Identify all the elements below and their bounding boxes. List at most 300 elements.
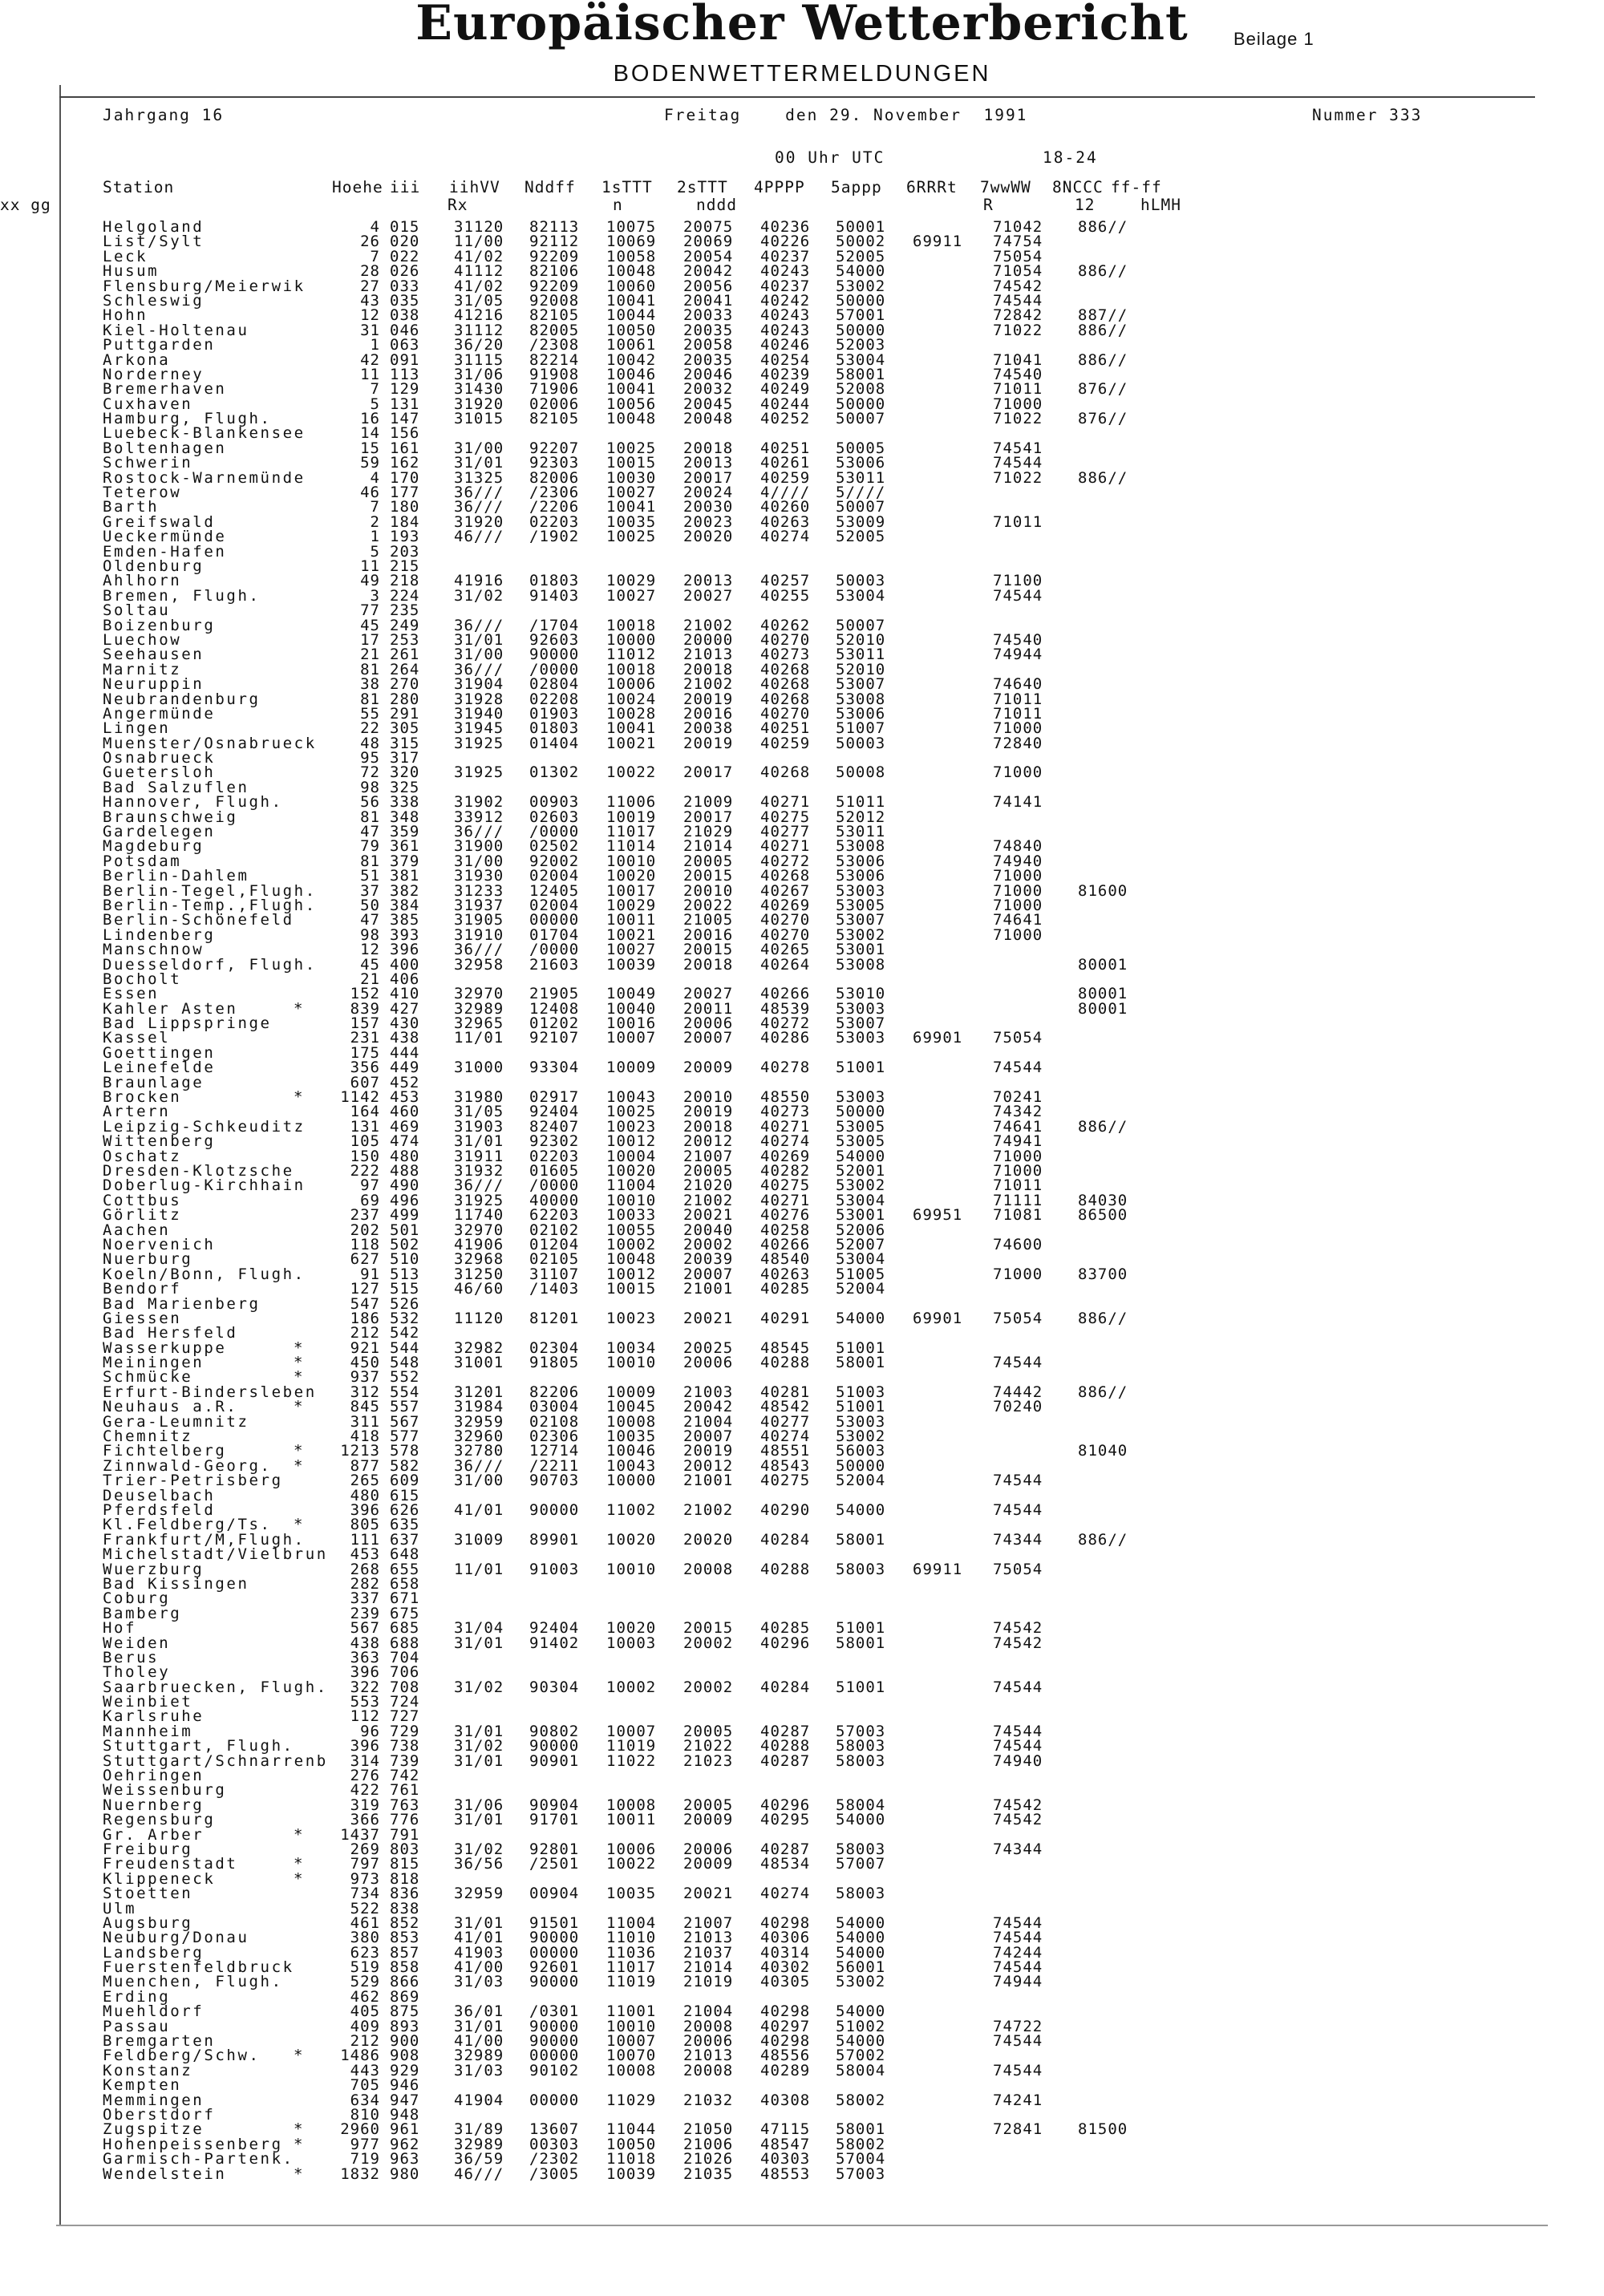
station-height: 56 [360,793,380,812]
synop-group-3: 10035 [606,1885,657,1903]
synop-group-7: 69951 [913,1206,963,1225]
synop-group-4: 21013 [683,1929,734,1947]
station-name: Muenster/Osnabrueck [103,734,317,752]
station-index: 488 [390,1162,420,1180]
station-name: Cottbus [103,1191,182,1209]
synop-group-9: 886// [1078,1383,1128,1401]
synop-group-5: 40305 [760,1973,811,1991]
synop-group-4: 21007 [683,1913,734,1932]
synop-group-4: 20030 [683,498,734,516]
synop-group-5: 40287 [760,1840,811,1858]
mountain-station-marker: * [294,1855,303,1873]
station-name: Wendelstein [103,2164,227,2183]
station-height: 17 [360,630,380,649]
column-header-5: Nddff [525,178,576,196]
table-row [0,1886,1604,1901]
table-row [0,586,1604,605]
station-index: 430 [390,1014,420,1033]
synop-group-4: 21022 [683,1737,734,1755]
synop-group-5: 40255 [760,586,811,605]
synop-group-8: 74544 [993,1059,1043,1077]
synop-group-2: 12408 [529,999,580,1018]
synop-group-3: 10022 [606,1855,657,1873]
station-index: 020 [390,233,420,251]
synop-group-8: 74944 [993,1973,1043,1991]
synop-group-9: 886// [1078,321,1128,339]
station-name: Klippeneck [103,1869,216,1888]
station-name: Artern [103,1103,171,1121]
synop-group-1: 31/00 [454,852,504,870]
synop-group-6: 54000 [836,1913,886,1932]
synop-group-5: 48551 [760,1442,811,1460]
synop-group-4: 20046 [683,365,734,383]
station-height: 522 [350,1899,380,1917]
synop-group-6: 54000 [836,2002,886,2021]
synop-group-4: 20006 [683,1840,734,1858]
synop-group-9: 81040 [1078,1442,1128,1460]
synop-group-2: 82106 [529,262,580,281]
synop-group-8: 71000 [993,896,1043,914]
synop-group-4: 21050 [683,2120,734,2139]
station-index: 379 [390,852,420,870]
station-name: Berlin-Temp.,Flugh. [103,896,317,914]
station-index: 235 [390,601,420,620]
station-index: 626 [390,1500,420,1519]
synop-group-6: 57002 [836,2047,886,2065]
synop-group-2: 90000 [529,1929,580,1947]
synop-group-1: 31120 [454,218,504,236]
synop-group-8: 71111 [993,1191,1043,1209]
station-height: 1437 [340,1825,380,1844]
column-header-6: 1sTTT [602,178,653,196]
synop-group-8: 74542 [993,1796,1043,1814]
synop-group-8: 71000 [993,867,1043,885]
synop-group-6: 58001 [836,1530,886,1549]
synop-group-2: /0000 [529,941,580,959]
station-name: Bamberg [103,1604,182,1622]
synop-group-2: 00303 [529,2135,580,2153]
synop-group-5: 40275 [760,1472,811,1490]
station-height: 5 [370,542,380,561]
synop-group-8: 74241 [993,2091,1043,2109]
synop-group-6: 53003 [836,1029,886,1047]
synop-group-2: 92303 [529,454,580,472]
table-row [0,1132,1604,1151]
station-height: 937 [350,1368,380,1387]
table-row [0,456,1604,470]
station-index: 742 [390,1767,420,1785]
synop-group-4: 20005 [683,1796,734,1814]
synop-group-1: 32959 [454,1412,504,1431]
station-index: 852 [390,1913,420,1932]
synop-group-4: 20045 [683,395,734,413]
synop-group-1: 11/00 [454,233,504,251]
synop-group-2: 00000 [529,2091,580,2109]
station-index: 542 [390,1324,420,1342]
synop-group-6: 58004 [836,2061,886,2079]
synop-group-7: 69901 [913,1029,963,1047]
synop-group-3: 10025 [606,1103,657,1121]
station-height: 1486 [340,2047,380,2065]
station-height: 21 [360,970,380,988]
synop-group-5: 40274 [760,1132,811,1151]
station-height: 734 [350,1885,380,1903]
station-name: Chemnitz [103,1427,193,1446]
synop-group-5: 40268 [760,867,811,885]
station-name: Trier-Petrisberg [103,1472,283,1490]
station-index: 406 [390,970,420,988]
synop-group-4: 21019 [683,1973,734,1991]
synop-group-6: 58003 [836,1737,886,1755]
synop-group-2: 02102 [529,1221,580,1239]
station-name: Landsberg [103,1943,205,1962]
table-row [0,1355,1604,1370]
synop-group-2: 91003 [529,1560,580,1578]
synop-group-6: 53006 [836,867,886,885]
station-name: Passau [103,2017,171,2035]
synop-group-1: 31911 [454,1147,504,1165]
synop-group-6: 53001 [836,941,886,959]
station-height: 810 [350,2106,380,2124]
synop-group-2: 89901 [529,1530,580,1549]
station-height: 805 [350,1516,380,1534]
synop-group-5: 40286 [760,1029,811,1047]
station-height: 269 [350,1840,380,1858]
synop-group-2: 92801 [529,1840,580,1858]
synop-group-1: 31001 [454,1354,504,1372]
synop-group-7: 69911 [913,1560,963,1578]
column-subheader-6: hLMH [1140,196,1181,214]
station-index: 449 [390,1059,420,1077]
synop-group-2: 12714 [529,1442,580,1460]
synop-group-9: 81500 [1078,2120,1128,2139]
synop-group-5: 40298 [760,2002,811,2021]
station-index: 063 [390,336,420,354]
synop-group-1: 41/01 [454,1929,504,1947]
station-name: Luechow [103,630,182,649]
synop-group-5: 40237 [760,277,811,295]
station-index: 410 [390,985,420,1003]
table-row [0,1636,1604,1650]
synop-group-6: 57001 [836,306,886,325]
synop-group-8: 71011 [993,1176,1043,1195]
synop-group-2: 02004 [529,896,580,914]
table-row [0,542,1604,561]
station-index: 708 [390,1678,420,1696]
synop-group-2: 01803 [529,572,580,590]
station-height: 356 [350,1059,380,1077]
synop-group-8: 74540 [993,630,1043,649]
synop-group-2: 92207 [529,439,580,457]
synop-group-6: 58003 [836,1840,886,1858]
synop-group-6: 50001 [836,218,886,236]
table-row [0,529,1604,544]
station-index: 776 [390,1811,420,1829]
station-index: 215 [390,557,420,575]
station-height: 396 [350,1663,380,1682]
synop-group-5: 40287 [760,1722,811,1740]
synop-group-2: 01803 [529,719,580,738]
synop-group-8: 74344 [993,1530,1043,1549]
station-name: Schleswig [103,291,205,310]
station-height: 164 [350,1103,380,1121]
station-height: 623 [350,1943,380,1962]
synop-group-9: 886// [1078,262,1128,281]
synop-group-1: 36/// [454,660,504,678]
station-name: Mannheim [103,1722,193,1740]
synop-group-5: 40271 [760,1191,811,1209]
synop-group-2: /0000 [529,660,580,678]
synop-group-1: 31250 [454,1265,504,1283]
station-name: Seehausen [103,646,205,664]
station-height: 319 [350,1796,380,1814]
synop-group-6: 53011 [836,823,886,841]
synop-group-1: 31000 [454,1059,504,1077]
synop-group-9: 886// [1078,1309,1128,1327]
mountain-station-marker: * [294,1354,303,1372]
station-name: Görlitz [103,1206,182,1225]
synop-group-3: 10006 [606,675,657,694]
station-name: Stuttgart/Schnarrenb [103,1751,328,1770]
synop-group-5: 4//// [760,484,811,502]
synop-group-6: 52003 [836,336,886,354]
synop-group-5: 40276 [760,1206,811,1225]
synop-group-1: 36/// [454,616,504,634]
synop-group-2: 21603 [529,955,580,974]
synop-group-5: 40243 [760,306,811,325]
synop-group-5: 40264 [760,955,811,974]
synop-group-5: 40244 [760,395,811,413]
synop-group-4: 20017 [683,763,734,782]
synop-group-8: 74754 [993,233,1043,251]
synop-group-9: 876// [1078,410,1128,428]
column-subheader-1: Rx [448,196,468,214]
synop-group-5: 40257 [760,572,811,590]
synop-group-4: 21003 [683,1383,734,1401]
synop-group-3: 10007 [606,1722,657,1740]
synop-group-2: 62203 [529,1206,580,1225]
synop-group-6: 51001 [836,1619,886,1638]
synop-group-3: 10043 [606,1456,657,1475]
station-index: 147 [390,410,420,428]
synop-group-4: 20016 [683,704,734,723]
station-name: Kiel-Holtenau [103,321,249,339]
station-height: 1 [370,336,380,354]
synop-group-3: 10041 [606,291,657,310]
synop-group-8: 74544 [993,1354,1043,1372]
station-height: 51 [360,867,380,885]
table-row [0,1857,1604,1871]
synop-group-2: 92302 [529,1132,580,1151]
column-subheader-2: n [613,196,623,214]
synop-group-8: 74542 [993,1619,1043,1638]
synop-group-6: 56001 [836,1958,886,1977]
synop-group-4: 21013 [683,646,734,664]
synop-group-6: 54000 [836,2032,886,2051]
synop-group-3: 10015 [606,1280,657,1298]
synop-group-8: 71100 [993,572,1043,590]
station-index: 818 [390,1869,420,1888]
synop-group-4: 20017 [683,808,734,826]
synop-group-1: 41/00 [454,1958,504,1977]
synop-group-1: 31900 [454,837,504,856]
synop-group-6: 58001 [836,1634,886,1652]
station-index: 724 [390,1693,420,1711]
synop-group-1: 31925 [454,763,504,782]
synop-group-3: 11029 [606,2091,657,2109]
synop-group-6: 50003 [836,734,886,752]
synop-group-3: 10025 [606,528,657,546]
station-index: 270 [390,675,420,694]
station-index: 791 [390,1825,420,1844]
station-height: 42 [360,350,380,369]
synop-group-3: 10007 [606,2032,657,2051]
synop-group-8: 74544 [993,1472,1043,1490]
station-height: 5 [370,395,380,413]
station-index: 609 [390,1472,420,1490]
synop-group-6: 53005 [836,896,886,914]
table-row [0,1591,1604,1606]
synop-group-2: 92107 [529,1029,580,1047]
synop-group-4: 20017 [683,468,734,487]
table-row [0,736,1604,751]
station-name: Stuttgart, Flugh. [103,1737,294,1755]
synop-group-1: 31905 [454,911,504,929]
station-name: Fuerstenfeldbruck [103,1958,294,1977]
synop-group-4: 20005 [683,1162,734,1180]
station-name: Giessen [103,1309,182,1327]
synop-group-6: 51001 [836,1398,886,1416]
synop-group-6: 50007 [836,498,886,516]
synop-group-8: 74641 [993,911,1043,929]
station-height: 396 [350,1737,380,1755]
synop-group-3: 10039 [606,2164,657,2183]
column-subheader-3: nddd [696,196,737,214]
synop-group-5: 40239 [760,365,811,383]
station-height: 719 [350,2150,380,2168]
station-height: 26 [360,233,380,251]
synop-group-2: 02203 [529,1147,580,1165]
synop-group-3: 10044 [606,306,657,325]
station-height: 21 [360,646,380,664]
synop-group-4: 20018 [683,1117,734,1136]
station-name: Leipzig-Schkeuditz [103,1117,306,1136]
synop-group-2: 92601 [529,1958,580,1977]
synop-group-4: 20042 [683,1398,734,1416]
station-index: 866 [390,1973,420,1991]
synop-group-9: 81600 [1078,881,1128,900]
synop-group-3: 10046 [606,1442,657,1460]
table-row [0,2004,1604,2019]
station-height: 409 [350,2017,380,2035]
station-height: 175 [350,1043,380,1062]
synop-group-6: 53007 [836,1014,886,1033]
synop-group-2: 31107 [529,1265,580,1283]
synop-group-1: 32989 [454,2047,504,2065]
synop-group-5: 40274 [760,528,811,546]
station-height: 4 [370,468,380,487]
synop-group-2: 13607 [529,2120,580,2139]
table-row [0,955,1604,974]
synop-group-8: 71022 [993,468,1043,487]
station-name: Weiden [103,1634,171,1652]
station-height: 231 [350,1029,380,1047]
station-name: Hohn [103,306,148,325]
synop-group-4: 20075 [683,218,734,236]
synop-group-4: 21004 [683,1412,734,1431]
column-subheader-4: R [983,196,994,214]
column-header-12: 8NCCC [1052,178,1104,196]
synop-group-3: 10069 [606,233,657,251]
synop-group-4: 20006 [683,1354,734,1372]
synop-group-8: 74544 [993,1678,1043,1696]
synop-group-3: 10021 [606,734,657,752]
synop-group-3: 10020 [606,867,657,885]
station-index: 893 [390,2017,420,2035]
station-height: 59 [360,454,380,472]
synop-group-1: 31/00 [454,439,504,457]
synop-group-5: 48556 [760,2047,811,2065]
synop-group-4: 20018 [683,660,734,678]
synop-group-6: 53006 [836,852,886,870]
synop-group-6: 53002 [836,1427,886,1446]
report-subtitle: BODENWETTERMELDUNGEN [613,61,991,87]
station-name: Kassel [103,1029,171,1047]
synop-group-2: /2211 [529,1456,580,1475]
report-title: Europäischer Wetterbericht [415,0,1189,51]
synop-group-1: 36/01 [454,2002,504,2021]
synop-group-4: 21023 [683,1751,734,1770]
synop-group-6: 53006 [836,704,886,723]
synop-group-3: 10042 [606,350,657,369]
station-height: 443 [350,2061,380,2079]
station-name: Rostock-Warnemünde [103,468,306,487]
station-height: 105 [350,1132,380,1151]
station-height: 450 [350,1354,380,1372]
synop-group-6: 53011 [836,468,886,487]
station-height: 12 [360,306,380,325]
synop-group-1: 31/02 [454,1840,504,1858]
synop-group-3: 11002 [606,1500,657,1519]
synop-group-1: 32989 [454,2135,504,2153]
synop-group-4: 20006 [683,1014,734,1033]
synop-group-8: 71000 [993,763,1043,782]
table-row [0,2164,1604,2183]
station-index: 035 [390,291,420,310]
synop-group-3: 10046 [606,365,657,383]
synop-group-1: 31/06 [454,365,504,383]
synop-group-1: 32958 [454,955,504,974]
station-index: 635 [390,1516,420,1534]
synop-group-1: 31980 [454,1088,504,1107]
synop-group-6: 53004 [836,350,886,369]
station-name: Dresden-Klotzsche [103,1162,294,1180]
synop-group-6: 53011 [836,646,886,664]
station-index: 015 [390,218,420,236]
synop-group-3: 10010 [606,1191,657,1209]
synop-group-2: 02203 [529,512,580,531]
column-header-13: ff-ff [1111,178,1162,196]
station-index: 381 [390,867,420,885]
bottom-rule [56,2225,1548,2226]
station-name: Neuruppin [103,675,205,694]
synop-group-3: 11044 [606,2120,657,2139]
station-height: 212 [350,2032,380,2051]
synop-group-8: 71011 [993,704,1043,723]
station-name: Brocken [103,1088,182,1107]
synop-group-1: 11120 [454,1309,504,1327]
station-index: 249 [390,616,420,634]
